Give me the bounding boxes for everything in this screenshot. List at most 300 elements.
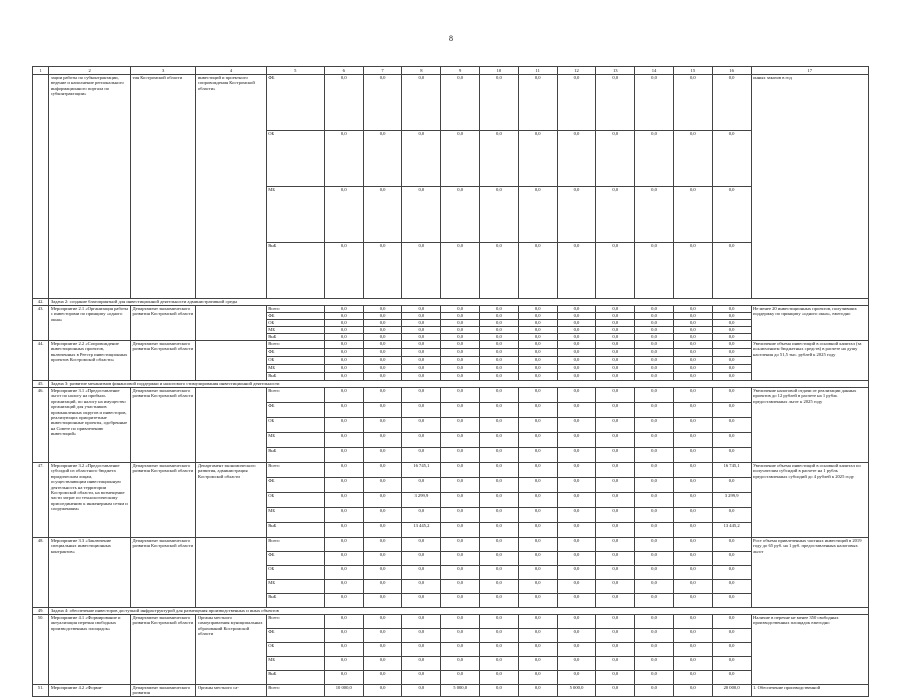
amount-cell: 0,0: [480, 671, 519, 685]
amount-cell: 0,0: [712, 418, 751, 433]
amount-cell: 0,0: [363, 131, 402, 187]
amount-cell: 0,0: [635, 373, 674, 381]
amount-cell: 0,0: [324, 493, 363, 508]
responsible-executor: Департамент экономического развития Костромской области: [130, 306, 195, 341]
amount-cell: 0,0: [402, 131, 441, 187]
amount-cell: 0,0: [596, 243, 635, 299]
amount-cell: 0,0: [480, 493, 519, 508]
amount-cell: 0,0: [712, 403, 751, 418]
amount-cell: 0,0: [518, 566, 557, 580]
section-row: [33, 381, 869, 388]
amount-cell: 0,0: [673, 327, 712, 334]
funding-source: Всего: [266, 341, 324, 349]
amount-cell: 0,0: [635, 388, 674, 403]
amount-cell: 0,0: [635, 523, 674, 538]
amount-cell: 0,0: [712, 657, 751, 671]
amount-cell: 0,0: [635, 365, 674, 373]
amount-cell: 0,0: [712, 320, 751, 327]
amount-cell: 0,0: [712, 433, 751, 448]
amount-cell: 0,0: [557, 478, 596, 493]
amount-cell: 0,0: [635, 349, 674, 357]
amount-cell: 0,0: [712, 327, 751, 334]
amount-cell: 0,0: [518, 373, 557, 381]
amount-cell: 0,0: [557, 448, 596, 463]
amount-cell: 0,0: [402, 365, 441, 373]
amount-cell: 0,0: [596, 448, 635, 463]
amount-cell: 0,0: [363, 403, 402, 418]
amount-cell: 0,0: [518, 320, 557, 327]
amount-cell: 0,0: [363, 327, 402, 334]
amount-cell: 0,0: [557, 629, 596, 643]
amount-cell: 0,0: [402, 388, 441, 403]
amount-cell: 0,0: [635, 187, 674, 243]
column-header: 13: [596, 67, 635, 75]
amount-cell: 0,0: [712, 357, 751, 365]
column-header: 8: [402, 67, 441, 75]
amount-cell: 0,0: [557, 523, 596, 538]
co-executor: Департамент экономического развития, администрация Костромской области: [196, 463, 266, 538]
row-number: 42.: [33, 299, 49, 306]
amount-cell: 0,0: [712, 341, 751, 349]
amount-cell: 0,0: [324, 552, 363, 566]
amount-cell: 0,0: [402, 508, 441, 523]
amount-cell: 0,0: [518, 657, 557, 671]
column-header: 1: [33, 67, 49, 75]
amount-cell: 0,0: [712, 538, 751, 552]
column-header: 2: [49, 67, 131, 75]
amount-cell: 0,0: [441, 388, 480, 403]
amount-cell: 0,0: [596, 552, 635, 566]
amount-cell: 0,0: [324, 671, 363, 685]
funding-source: ВнБ: [266, 671, 324, 685]
amount-cell: 0,0: [363, 349, 402, 357]
amount-cell: 0,0: [635, 357, 674, 365]
amount-cell: 5 000,0: [441, 685, 480, 697]
expected-result: Не менее 20 инвестиционных проектов, получивших поддержку по принципу «одного окна», ежегодно: [751, 306, 869, 341]
amount-cell: 0,0: [557, 403, 596, 418]
co-executor: [196, 341, 266, 381]
amount-cell: 0,0: [712, 306, 751, 313]
row-number: 50.: [33, 615, 49, 685]
data-row: [33, 463, 869, 478]
responsible-executor: Департамент экономического развития Костромской области: [130, 341, 195, 381]
amount-cell: 0,0: [518, 538, 557, 552]
amount-cell: 0,0: [635, 629, 674, 643]
activity-name: Мероприятие 3.1 «Предоставление льгот по налогу на прибыль организаций, по налогу на имущество организаций для участников промышленных округов и инвесторов, реализующих приоритетные инвестиционные проекты, одобренные на Совете по привлечению инвестиций»: [49, 388, 131, 463]
amount-cell: 0,0: [518, 334, 557, 341]
amount-cell: 0,0: [635, 552, 674, 566]
amount-cell: 0,0: [441, 334, 480, 341]
section-title: Задача 3: развитие механизмов финансовой поддержки и налогового стимулирования инвестиционной деятельности: [49, 381, 869, 388]
amount-cell: 0,0: [441, 418, 480, 433]
amount-cell: 0,0: [324, 131, 363, 187]
amount-cell: 0,0: [324, 243, 363, 299]
amount-cell: 0,0: [712, 131, 751, 187]
data-row: [33, 341, 869, 349]
row-number: 44.: [33, 341, 49, 381]
amount-cell: 0,0: [596, 493, 635, 508]
amount-cell: 0,0: [673, 320, 712, 327]
amount-cell: 0,0: [557, 552, 596, 566]
expected-result: Увеличение объема инвестиций в основной капитал (за исключением бюджетных средств) в расчете на душу населения до 51,5 тыс. рублей к 2025 году: [751, 341, 869, 381]
amount-cell: 0,0: [480, 552, 519, 566]
amount-cell: 0,0: [596, 306, 635, 313]
amount-cell: 0,0: [712, 388, 751, 403]
amount-cell: 0,0: [402, 341, 441, 349]
amount-cell: 0,0: [635, 243, 674, 299]
co-executor: Органы местного са-: [196, 685, 266, 697]
activity-name: Мероприятие 2.1 «Организация работы с инвесторами по принципу «одного окна»: [49, 306, 131, 341]
amount-cell: 10 000,0: [324, 685, 363, 697]
amount-cell: 0,0: [596, 388, 635, 403]
amount-cell: 0,0: [518, 685, 557, 697]
amount-cell: 0,0: [363, 508, 402, 523]
amount-cell: 0,0: [712, 478, 751, 493]
amount-cell: 0,0: [480, 243, 519, 299]
amount-cell: 0,0: [596, 403, 635, 418]
amount-cell: 0,0: [557, 508, 596, 523]
funding-source: ФБ: [266, 403, 324, 418]
amount-cell: 0,0: [518, 243, 557, 299]
amount-cell: 0,0: [441, 357, 480, 365]
amount-cell: 0,0: [402, 243, 441, 299]
amount-cell: 0,0: [596, 320, 635, 327]
amount-cell: 0,0: [518, 306, 557, 313]
amount-cell: 0,0: [518, 629, 557, 643]
amount-cell: 0,0: [402, 552, 441, 566]
amount-cell: 0,0: [363, 365, 402, 373]
amount-cell: 16 745,1: [402, 463, 441, 478]
amount-cell: 0,0: [557, 388, 596, 403]
amount-cell: 0,0: [712, 566, 751, 580]
column-header: 12: [557, 67, 596, 75]
amount-cell: 0,0: [712, 75, 751, 131]
row-number: [33, 75, 49, 299]
amount-cell: 0,0: [441, 629, 480, 643]
amount-cell: 0,0: [673, 523, 712, 538]
funding-source: ВнБ: [266, 243, 324, 299]
amount-cell: 0,0: [518, 357, 557, 365]
amount-cell: 0,0: [324, 657, 363, 671]
amount-cell: 0,0: [635, 615, 674, 629]
amount-cell: 0,0: [673, 365, 712, 373]
funding-source: Всего: [266, 306, 324, 313]
section-title: Задача 4: обеспечение инвесторов доступной инфраструктурой для размещения производственных и иных объектов: [49, 608, 869, 615]
amount-cell: 0,0: [363, 566, 402, 580]
amount-cell: 0,0: [673, 388, 712, 403]
amount-cell: 0,0: [402, 685, 441, 697]
amount-cell: 0,0: [324, 75, 363, 131]
funding-source: ОБ: [266, 493, 324, 508]
amount-cell: 0,0: [480, 373, 519, 381]
amount-cell: 0,0: [596, 566, 635, 580]
amount-cell: 0,0: [402, 75, 441, 131]
amount-cell: 0,0: [363, 493, 402, 508]
amount-cell: 0,0: [480, 341, 519, 349]
column-header: 6: [324, 67, 363, 75]
amount-cell: 0,0: [363, 306, 402, 313]
column-header: 4: [196, 67, 266, 75]
amount-cell: 0,0: [557, 373, 596, 381]
funding-source: МБ: [266, 580, 324, 594]
amount-cell: 0,0: [712, 334, 751, 341]
amount-cell: 0,0: [402, 327, 441, 334]
funding-source: ВнБ: [266, 448, 324, 463]
amount-cell: 0,0: [673, 313, 712, 320]
amount-cell: 0,0: [324, 418, 363, 433]
amount-cell: 0,0: [480, 357, 519, 365]
amount-cell: 0,0: [635, 478, 674, 493]
amount-cell: 0,0: [596, 594, 635, 608]
amount-cell: 0,0: [441, 75, 480, 131]
section-row: [33, 608, 869, 615]
amount-cell: 0,0: [324, 341, 363, 349]
funding-source: ФБ: [266, 478, 324, 493]
funding-source: Всего: [266, 685, 324, 697]
amount-cell: 0,0: [518, 508, 557, 523]
amount-cell: 0,0: [480, 523, 519, 538]
amount-cell: 0,0: [441, 671, 480, 685]
amount-cell: 0,0: [441, 508, 480, 523]
amount-cell: 0,0: [324, 433, 363, 448]
amount-cell: 0,0: [557, 418, 596, 433]
responsible-executor: Департамент экономического развития: [130, 685, 195, 697]
amount-cell: 0,0: [596, 580, 635, 594]
amount-cell: 0,0: [363, 313, 402, 320]
amount-cell: 0,0: [673, 508, 712, 523]
amount-cell: 0,0: [402, 671, 441, 685]
amount-cell: 13 445,2: [712, 523, 751, 538]
amount-cell: 0,0: [518, 493, 557, 508]
amount-cell: 0,0: [596, 187, 635, 243]
co-executor: Органы местного самоуправления муниципальных образований Костромской области: [196, 615, 266, 685]
amount-cell: 0,0: [480, 75, 519, 131]
row-number: 47.: [33, 463, 49, 538]
page-number: 8: [449, 34, 453, 43]
amount-cell: 0,0: [441, 187, 480, 243]
amount-cell: 0,0: [712, 629, 751, 643]
amount-cell: 0,0: [596, 418, 635, 433]
funding-source: ВнБ: [266, 594, 324, 608]
amount-cell: 0,0: [441, 657, 480, 671]
amount-cell: 0,0: [596, 75, 635, 131]
amount-cell: 0,0: [712, 552, 751, 566]
amount-cell: 0,0: [480, 388, 519, 403]
amount-cell: 0,0: [441, 131, 480, 187]
amount-cell: 0,0: [441, 313, 480, 320]
column-header: 3: [130, 67, 195, 75]
amount-cell: 0,0: [402, 349, 441, 357]
funding-source: ВнБ: [266, 373, 324, 381]
amount-cell: 0,0: [480, 320, 519, 327]
amount-cell: 0,0: [596, 131, 635, 187]
amount-cell: 0,0: [441, 463, 480, 478]
amount-cell: 0,0: [596, 523, 635, 538]
amount-cell: 0,0: [557, 320, 596, 327]
amount-cell: 0,0: [518, 448, 557, 463]
activity-name: зации работы по субконтрактации, ведение и наполнение регионального информационного портала по субконтрактации»: [49, 75, 131, 299]
data-row: [33, 615, 869, 629]
amount-cell: 0,0: [324, 320, 363, 327]
funding-source: ФБ: [266, 313, 324, 320]
amount-cell: 0,0: [441, 243, 480, 299]
amount-cell: 0,0: [673, 643, 712, 657]
amount-cell: 0,0: [324, 187, 363, 243]
amount-cell: 0,0: [596, 373, 635, 381]
amount-cell: 0,0: [557, 365, 596, 373]
funding-source: ОБ: [266, 357, 324, 365]
amount-cell: 0,0: [441, 341, 480, 349]
amount-cell: 0,0: [402, 478, 441, 493]
amount-cell: 0,0: [402, 418, 441, 433]
amount-cell: 0,0: [673, 418, 712, 433]
amount-cell: 0,0: [673, 403, 712, 418]
row-number: 43.: [33, 306, 49, 341]
amount-cell: 0,0: [324, 373, 363, 381]
amount-cell: 0,0: [363, 75, 402, 131]
responsible-executor: Департамент экономического развития Костромской области: [130, 463, 195, 538]
amount-cell: 0,0: [324, 313, 363, 320]
amount-cell: 0,0: [363, 671, 402, 685]
amount-cell: 0,0: [557, 75, 596, 131]
amount-cell: 0,0: [402, 313, 441, 320]
amount-cell: 0,0: [635, 327, 674, 334]
amount-cell: 0,0: [480, 629, 519, 643]
amount-cell: 0,0: [596, 365, 635, 373]
funding-source: МБ: [266, 433, 324, 448]
funding-source: ОБ: [266, 320, 324, 327]
amount-cell: 0,0: [673, 306, 712, 313]
column-header: 17: [751, 67, 869, 75]
section-title: Задача 2: создание благоприятной для инвестиционной деятельности административной среды: [49, 299, 869, 306]
amount-cell: 0,0: [441, 594, 480, 608]
amount-cell: 0,0: [673, 493, 712, 508]
amount-cell: 0,0: [596, 685, 635, 697]
column-header: 7: [363, 67, 402, 75]
amount-cell: 0,0: [441, 448, 480, 463]
amount-cell: 0,0: [324, 615, 363, 629]
amount-cell: 0,0: [557, 313, 596, 320]
amount-cell: 0,0: [673, 131, 712, 187]
amount-cell: 0,0: [363, 463, 402, 478]
amount-cell: 0,0: [518, 365, 557, 373]
amount-cell: 0,0: [402, 373, 441, 381]
amount-cell: 0,0: [363, 320, 402, 327]
amount-cell: 3 299,9: [402, 493, 441, 508]
amount-cell: 0,0: [673, 349, 712, 357]
amount-cell: 0,0: [596, 357, 635, 365]
expected-result: Увеличение налоговой отдачи от реализации данных проектов до 12 рублей в расчете на 1 рубль предоставленных льгот к 2025 году: [751, 388, 869, 463]
co-executor: инвестиций и проектного сопровождения Костромской области»: [196, 75, 266, 299]
amount-cell: 0,0: [673, 463, 712, 478]
amount-cell: 0,0: [441, 538, 480, 552]
amount-cell: 0,0: [596, 657, 635, 671]
amount-cell: 0,0: [363, 629, 402, 643]
amount-cell: 0,0: [635, 418, 674, 433]
column-header: 15: [673, 67, 712, 75]
amount-cell: 0,0: [480, 349, 519, 357]
amount-cell: 0,0: [363, 478, 402, 493]
responsible-executor: Департамент экономического развития Костромской области: [130, 388, 195, 463]
amount-cell: 0,0: [363, 538, 402, 552]
amount-cell: 0,0: [596, 349, 635, 357]
funding-source: ФБ: [266, 349, 324, 357]
funding-source: Всего: [266, 615, 324, 629]
responsible-executor: тия Костромской области: [130, 75, 195, 299]
amount-cell: 0,0: [712, 508, 751, 523]
amount-cell: 0,0: [557, 580, 596, 594]
amount-cell: 0,0: [324, 388, 363, 403]
amount-cell: 0,0: [480, 403, 519, 418]
amount-cell: 0,0: [635, 334, 674, 341]
amount-cell: 0,0: [363, 448, 402, 463]
amount-cell: 0,0: [673, 433, 712, 448]
amount-cell: 0,0: [635, 403, 674, 418]
amount-cell: 0,0: [673, 373, 712, 381]
row-number: 51.: [33, 685, 49, 697]
amount-cell: 0,0: [324, 306, 363, 313]
amount-cell: 0,0: [324, 403, 363, 418]
amount-cell: 0,0: [441, 478, 480, 493]
data-row: [33, 75, 869, 131]
amount-cell: 0,0: [324, 594, 363, 608]
amount-cell: 0,0: [596, 478, 635, 493]
amount-cell: 0,0: [402, 448, 441, 463]
amount-cell: 0,0: [402, 580, 441, 594]
funding-source: ФБ: [266, 552, 324, 566]
responsible-executor: Департамент экономического развития Костромской области: [130, 615, 195, 685]
funding-source: Всего: [266, 463, 324, 478]
amount-cell: 0,0: [402, 615, 441, 629]
amount-cell: 0,0: [324, 478, 363, 493]
amount-cell: 0,0: [596, 643, 635, 657]
program-table: [32, 66, 869, 697]
amount-cell: 0,0: [441, 306, 480, 313]
amount-cell: 0,0: [402, 629, 441, 643]
expected-result: 1. Обеспечение производственной: [751, 685, 869, 697]
amount-cell: 0,0: [712, 349, 751, 357]
amount-cell: 0,0: [518, 433, 557, 448]
amount-cell: 0,0: [363, 418, 402, 433]
amount-cell: 0,0: [635, 75, 674, 131]
amount-cell: 0,0: [324, 357, 363, 365]
amount-cell: 0,0: [673, 538, 712, 552]
funding-source: МБ: [266, 365, 324, 373]
amount-cell: 0,0: [480, 365, 519, 373]
amount-cell: 0,0: [363, 334, 402, 341]
column-header: 16: [712, 67, 751, 75]
amount-cell: 0,0: [673, 594, 712, 608]
amount-cell: 0,0: [673, 334, 712, 341]
amount-cell: 0,0: [518, 671, 557, 685]
amount-cell: 0,0: [518, 313, 557, 320]
amount-cell: 0,0: [596, 538, 635, 552]
amount-cell: 0,0: [635, 131, 674, 187]
amount-cell: 0,0: [441, 365, 480, 373]
amount-cell: 0,0: [673, 448, 712, 463]
expected-result: онных заказов в год: [751, 75, 869, 299]
amount-cell: 0,0: [712, 671, 751, 685]
amount-cell: 0,0: [673, 580, 712, 594]
amount-cell: 0,0: [480, 448, 519, 463]
amount-cell: 0,0: [441, 373, 480, 381]
amount-cell: 0,0: [635, 341, 674, 349]
funding-source: ФБ: [266, 629, 324, 643]
amount-cell: 0,0: [673, 341, 712, 349]
header-row: [33, 67, 869, 75]
amount-cell: 0,0: [441, 523, 480, 538]
amount-cell: 0,0: [441, 493, 480, 508]
